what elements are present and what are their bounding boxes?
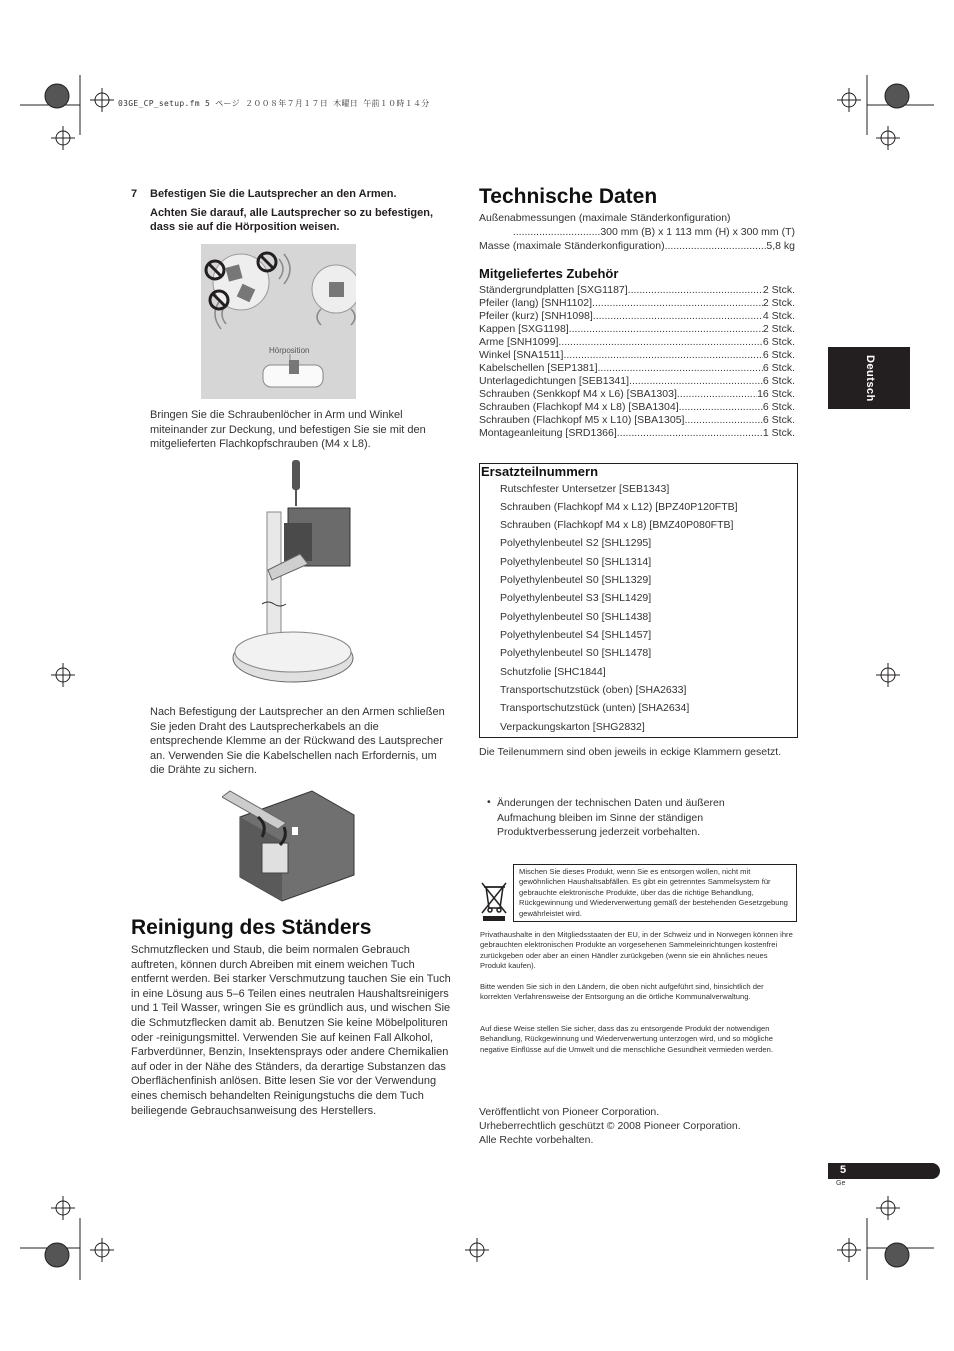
page-language-code: Ge bbox=[836, 1180, 846, 1187]
accessory-row bbox=[479, 349, 795, 362]
changes-note: Änderungen der technischen Daten und äußeren Aufmachung bleiben im Sinne der ständigen Produktverbesserung jederzeit vorbehalten. bbox=[497, 797, 725, 839]
accessory-name: Winkel [SNA1511] bbox=[479, 349, 564, 361]
spare-part-item: Rutschfester Untersetzer [SEB1343] bbox=[500, 483, 670, 495]
accessory-row bbox=[479, 284, 795, 297]
listening-position-figure bbox=[201, 244, 356, 399]
specs-title: Technische Daten bbox=[479, 185, 658, 208]
spare-part-item: Transportschutzstück (oben) [SHA2633] bbox=[500, 684, 687, 696]
accessory-qty: 2 Stck. bbox=[762, 323, 795, 335]
step-number: 7 bbox=[131, 188, 138, 200]
accessory-name: Schrauben (Flachkopf M5 x L10) [SBA1305] bbox=[479, 414, 685, 426]
spare-part-item: Polyethylenbeutel S3 [SHL1429] bbox=[500, 592, 652, 604]
accessory-qty: 2 Stck. bbox=[762, 297, 795, 309]
leader-dots bbox=[617, 427, 763, 440]
accessory-qty: 4 Stck. bbox=[762, 310, 795, 322]
spare-part-item: Transportschutzstück (unten) [SHA2634] bbox=[500, 702, 690, 714]
leader-dots bbox=[593, 310, 763, 323]
accessory-qty: 6 Stck. bbox=[762, 414, 795, 426]
leader-dots bbox=[598, 362, 763, 375]
leader-dots bbox=[558, 336, 763, 349]
accessory-row bbox=[479, 427, 795, 440]
page-number: 5 bbox=[840, 1164, 847, 1176]
cleaning-title: Reinigung des Ständers bbox=[131, 916, 372, 939]
publisher-line: Veröffentlicht von Pioneer Corporation. bbox=[479, 1106, 660, 1118]
accessory-name: Ständergrundplatten [SXG1187] bbox=[479, 284, 628, 296]
accessory-qty: 6 Stck. bbox=[762, 401, 795, 413]
cable-clamp-figure bbox=[222, 787, 356, 902]
accessory-row bbox=[479, 310, 795, 323]
weee-paragraph: Auf diese Weise stellen Sie sicher, dass das zu entsorgende Produkt der notwendigen Behandlung, Rückgewinnung und Wiederverwertung unterzogen wird, und so mögliche negative Einflüsse auf die Umwelt und die menschliche Gesundheit vermieden werden. bbox=[480, 1024, 773, 1054]
spare-part-item: Polyethylenbeutel S2 [SHL1295] bbox=[500, 537, 652, 549]
part-numbers-note: Die Teilenummern sind oben jeweils in eckige Klammern gesetzt. bbox=[479, 746, 782, 758]
spare-part-item: Polyethylenbeutel S4 [SHL1457] bbox=[500, 629, 652, 641]
bullet: • bbox=[487, 796, 491, 808]
accessory-row bbox=[479, 388, 795, 401]
rights-line: Alle Rechte vorbehalten. bbox=[479, 1134, 594, 1146]
accessory-qty: 1 Stck. bbox=[762, 427, 795, 439]
page-number-badge bbox=[828, 1163, 940, 1179]
mass-value: 5,8 kg bbox=[766, 240, 795, 252]
accessory-row bbox=[479, 323, 795, 336]
accessory-name: Kappen [SXG1198] bbox=[479, 323, 569, 335]
accessory-qty: 6 Stck. bbox=[762, 336, 795, 348]
spare-part-item: Verpackungskarton [SHG2832] bbox=[500, 721, 645, 733]
accessory-row bbox=[479, 362, 795, 375]
leader-dots bbox=[679, 401, 763, 414]
accessory-qty: 2 Stck. bbox=[762, 284, 795, 296]
spare-part-item: Schrauben (Flachkopf M4 x L12) [BPZ40P120FTB] bbox=[500, 501, 738, 513]
weee-notice-box: Mischen Sie dieses Produkt, wenn Sie es entsorgen wollen, nicht mit gewöhnlichen Haushaltsabfällen. Es gibt ein getrenntes Sammelsystem für gebrauchte elektronische Produkte, über das die richtige Behandlung, Rückgewinnung und Wiederverwertung gemäß der bestehenden Gesetzgebung gewährleistet wird. bbox=[513, 864, 797, 922]
spare-part-item: Polyethylenbeutel S0 [SHL1314] bbox=[500, 556, 652, 568]
listening-position-label: Hörposition bbox=[269, 346, 310, 355]
language-tab-label: Deutsch bbox=[864, 355, 876, 402]
file-header: 03GE_CP_setup.fm 5 ページ ２００８年７月１７日 木曜日 午前１０時１４分 bbox=[118, 99, 430, 108]
accessory-qty: 16 Stck. bbox=[757, 388, 795, 400]
spare-parts-title: Ersatzteilnummern bbox=[481, 464, 599, 479]
leader-dots bbox=[592, 297, 763, 310]
leader-dots bbox=[629, 375, 763, 388]
accessory-row bbox=[479, 414, 795, 427]
cable-instructions: Nach Befestigung der Lautsprecher an den Armen schließen Sie jeden Draht des Lautsprecherkabels an die entsprechende Klemme an der Rückwand des Lautsprecher an. Verwenden Sie die Kabelschellen nach Erfordernis, um die Drähte zu sichern. bbox=[150, 706, 445, 777]
accessory-name: Montageanleitung [SRD1366] bbox=[479, 427, 617, 439]
accessory-row bbox=[479, 297, 795, 310]
leader-dots bbox=[677, 388, 757, 401]
spare-part-item: Polyethylenbeutel S0 [SHL1438] bbox=[500, 611, 652, 623]
accessory-row bbox=[479, 401, 795, 414]
weee-paragraph: Bitte wenden Sie sich in den Ländern, die oben nicht aufgeführt sind, hinsichtlich der korrekten Verfahrensweise der Entsorgung an die örtliche Kommunalverwaltung. bbox=[480, 982, 764, 1002]
screw-instructions: Bringen Sie die Schraubenlöcher in Arm und Winkel miteinander zur Deckung, und befestigen Sie sie mit den mitgelieferten Flachkopfschrauben (M4 x L8). bbox=[150, 409, 426, 451]
language-tab bbox=[828, 347, 910, 409]
copyright-line: Urheberrechtlich geschützt © 2008 Pioneer Corporation. bbox=[479, 1120, 741, 1132]
accessory-row bbox=[479, 375, 795, 388]
spare-part-item: Polyethylenbeutel S0 [SHL1329] bbox=[500, 574, 652, 586]
accessory-name: Pfeiler (kurz) [SNH1098] bbox=[479, 310, 593, 322]
step-note: Achten Sie darauf, alle Lautsprecher so zu befestigen, dass sie auf die Hörposition weisen. bbox=[150, 207, 434, 233]
weee-paragraph: Privathaushalte in den Mitgliedsstaaten der EU, in der Schweiz und in Norwegen können ihre gebrauchten elektronischen Produkte an vorgesehenen Sammeleinrichtungen kostenfrei zurückgeben oder aber an einen Händler zurückgeben (wenn sie ein ähnliches neues Produkt kaufen). bbox=[480, 930, 793, 971]
leader-dots bbox=[665, 240, 767, 253]
stand-assembly-figure bbox=[228, 458, 363, 694]
accessory-qty: 6 Stck. bbox=[762, 362, 795, 374]
cleaning-text: Schmutzflecken und Staub, die beim normalen Gebrauch auftreten, können durch Abreiben mit einem weichen Tuch entfernt werden. Bei starker Verschmutzung tauchen Sie ein Tuch in eine Lösung aus 5–6 Teilen eines neutralen Haushaltsreinigers und 1 Teil Wasser, wringen Sie es gründlich aus, und wischen Sie die Schmutzflecken damit ab. Benutzen Sie keine Möbelpolituren oder -reinigungsmittel. Verwenden Sie auf keinen Fall Alkohol, Farbverdünner, Benzin, Insektensprays oder andere Chemikalien auf oder in der Nähe des Ständers, da derartige Substanzen das Oberflächenfinish anlösen. Bitte lesen Sie vor der Verwendung eines chemisch behandelten Reinigungstuchs die dem Tuch beiliegende Gebrauchsanweisung des Herstellers. bbox=[131, 944, 451, 1117]
accessory-name: Arme [SNH1099] bbox=[479, 336, 559, 348]
leader-dots bbox=[628, 284, 763, 297]
leader-dots bbox=[684, 414, 762, 427]
accessory-name: Kabelschellen [SEP1381] bbox=[479, 362, 598, 374]
accessory-name: Unterlagedichtungen [SEB1341] bbox=[479, 375, 630, 387]
dims-label: Außenabmessungen (maximale Ständerkonfiguration) bbox=[479, 212, 731, 224]
accessory-row bbox=[479, 336, 795, 349]
accessory-qty: 6 Stck. bbox=[762, 349, 795, 361]
accessory-name: Pfeiler (lang) [SNH1102] bbox=[479, 297, 593, 309]
accessory-qty: 6 Stck. bbox=[762, 375, 795, 387]
mass-row bbox=[479, 240, 795, 253]
spare-part-item: Schutzfolie [SHC1844] bbox=[500, 666, 606, 678]
spare-part-item: Schrauben (Flachkopf M4 x L8) [BMZ40P080FTB] bbox=[500, 519, 734, 531]
dims-value: ..............................300 mm (B) x 1 113 mm (H) x 300 mm (T) bbox=[512, 226, 795, 238]
accessory-name: Schrauben (Senkkopf M4 x L6) [SBA1303] bbox=[479, 388, 677, 400]
leader-dots bbox=[569, 323, 763, 336]
spare-part-item: Polyethylenbeutel S0 [SHL1478] bbox=[500, 647, 652, 659]
wheelie-bin-icon bbox=[479, 880, 509, 922]
step-heading: Befestigen Sie die Lautsprecher an den Armen. bbox=[150, 188, 397, 200]
accessories-title: Mitgeliefertes Zubehör bbox=[479, 266, 619, 281]
leader-dots bbox=[563, 349, 762, 362]
accessory-name: Schrauben (Flachkopf M4 x L8) [SBA1304] bbox=[479, 401, 679, 413]
mass-label: Masse (maximale Ständerkonfiguration) bbox=[479, 240, 665, 252]
